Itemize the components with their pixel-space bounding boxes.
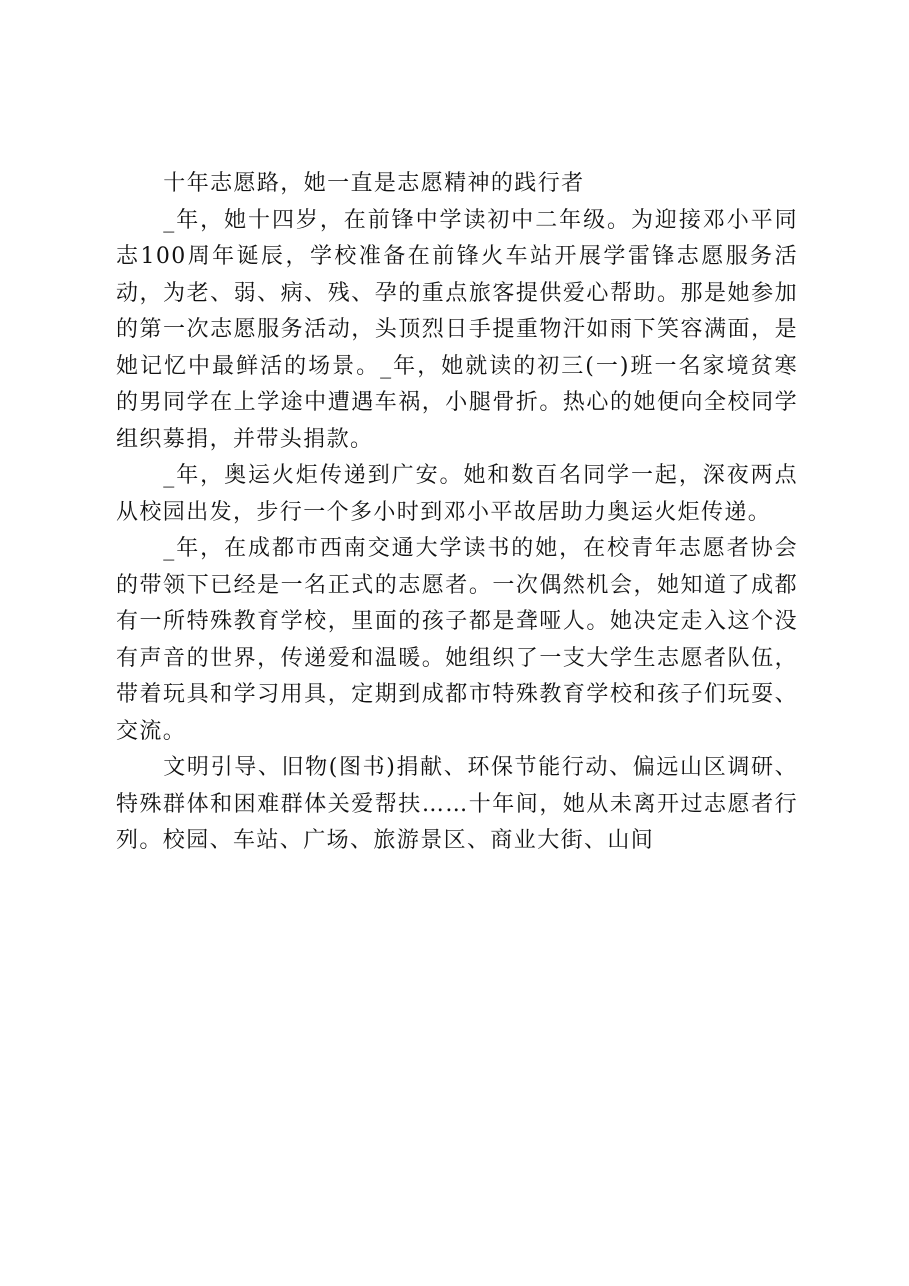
paragraph-3: _年，在成都市西南交通大学读书的她，在校青年志愿者协会的带领下已经是一名正式的志愿者。一次偶然机会，她知道了成都有一所特殊教育学校，里面的孩子都是聋哑人。她决定走入这个没有声音的世界，传递爱和温暖。她组织了一支大学生志愿者队伍，带着玩具和学习用具，定期到成都市特殊教育学校和孩子们玩耍、交流。: [116, 536, 798, 744]
document-body: [116, 166, 798, 860]
paragraph-1: _年，她十四岁，在前锋中学读初中二年级。为迎接邓小平同志100周年诞辰，学校准备在前锋火车站开展学雷锋志愿服务活动，为老、弱、病、残、孕的重点旅客提供爱心帮助。那是她参加的第一次志愿服务活动，头顶烈日手提重物汗如雨下笑容满面，是她记忆中最鲜活的场景。_年，她就读的初三(一)班一名家境贫寒的男同学在上学途中遭遇车祸，小腿骨折。热心的她便向全校同学组织募捐，并带头捐款。: [116, 207, 798, 452]
paragraph-2: _年，奥运火炬传递到广安。她和数百名同学一起，深夜两点从校园出发，步行一个多小时到邓小平故居助力奥运火炬传递。: [116, 463, 798, 525]
paragraph-4: 文明引导、旧物(图书)捐献、环保节能行动、偏远山区调研、特殊群体和困难群体关爱帮扶……十年间，她从未离开过志愿者行列。校园、车站、广场、旅游景区、商业大街、山间: [116, 755, 798, 853]
document-title: 十年志愿路，她一直是志愿精神的践行者: [163, 171, 585, 196]
